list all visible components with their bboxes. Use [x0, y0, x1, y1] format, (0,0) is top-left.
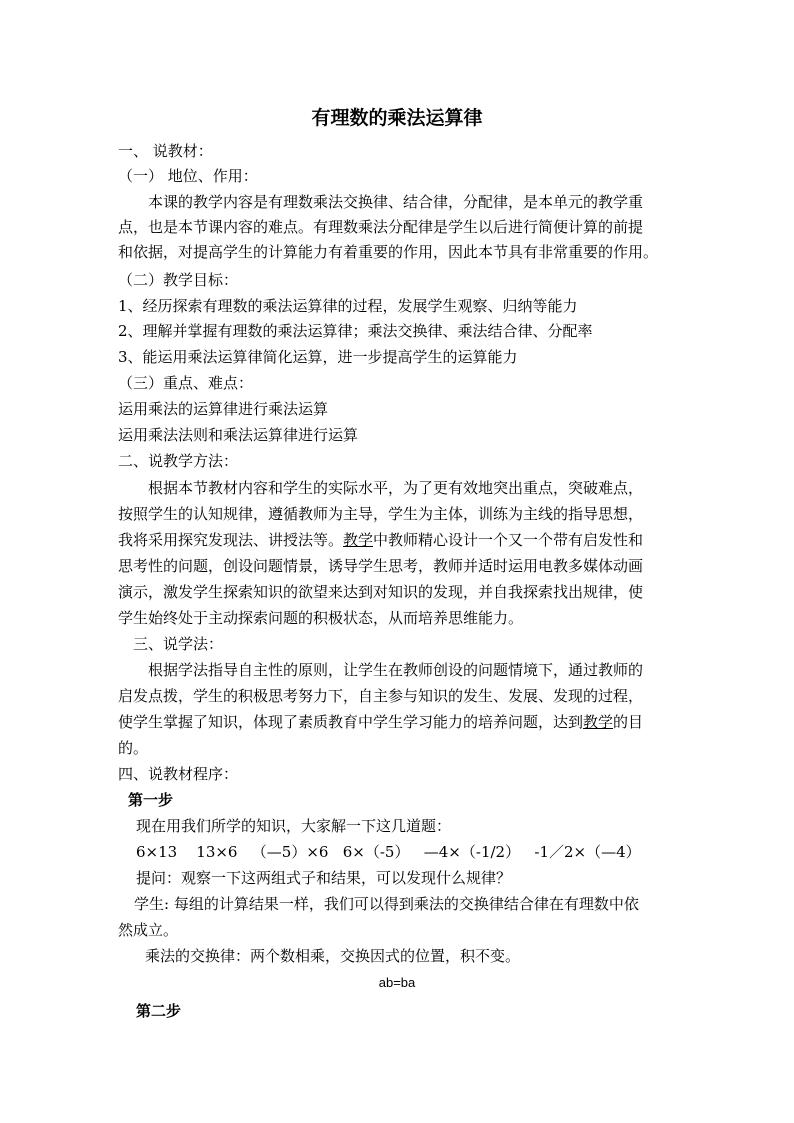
subheading-keypoints: （三）重点、难点：	[118, 374, 254, 392]
goal-item: 1、经历探索有理数的乘法运算律的过程，发展学生观察、归纳等能力	[118, 297, 578, 315]
step-heading: 第一步	[128, 791, 174, 809]
subheading-goals: （二）教学目标：	[118, 271, 239, 289]
expression-list: 6×13 13×6 （—5）×6 6×（-5） —4×（-1/2） -1／2×（—4）	[136, 843, 641, 861]
section-heading-3: 三、说学法：	[133, 635, 224, 653]
paragraph-line: 演示，激发学生探索知识的欲望来达到对知识的发现，并自我探索找出规律，使	[118, 583, 644, 601]
text-segment: 的目	[613, 713, 644, 731]
step-heading: 第二步	[136, 1002, 182, 1020]
section-heading-2: 二、说教学方法：	[118, 452, 239, 470]
answer-line: 学生: 每组的计算结果一样，我们可以得到乘法的交换律结合律在有理数中依	[134, 895, 639, 913]
paragraph-line: 学生始终处于主动探索问题的积极状态，从而培养思维能力。	[118, 609, 524, 627]
page-title: 有理数的乘法运算律	[311, 107, 483, 129]
subheading-position: （一） 地位、作用：	[118, 167, 258, 185]
goal-item: 2、理解并掌握有理数的乘法运算律；乘法交换律、乘法结合律、分配率	[118, 322, 593, 340]
section-heading-1: 一、 说教材：	[118, 142, 213, 160]
paragraph-line	[118, 713, 678, 731]
question-line: 提问：观察一下这两组式子和结果，可以发现什么规律？	[136, 869, 512, 887]
section-heading-4: 四、说教材程序：	[118, 765, 239, 783]
paragraph-line	[118, 531, 678, 549]
teaching-link[interactable]: 教学	[343, 531, 374, 549]
paragraph-line: 思考性的问题，创设问题情景，诱导学生思考，教师并适时运用电教多媒体动画	[118, 557, 644, 575]
law-statement: 乘法的交换律：两个数相乘，交换因式的位置，积不变。	[145, 947, 521, 965]
keypoint-item: 运用乘法法则和乘法运算律进行运算	[118, 426, 359, 444]
answer-line: 然成立。	[118, 921, 179, 939]
paragraph-line: 点，也是本节课内容的难点。有理数乘法分配律是学生以后进行简便计算的前提	[118, 218, 644, 236]
paragraph-line: 的。	[118, 739, 149, 757]
paragraph-line: 启发点拨，学生的积极思考努力下，自主参与知识的发生、发展、发现的过程，	[118, 687, 644, 705]
formula: ab=ba	[378, 975, 416, 990]
text-segment: 中教师精心设计一个又一个带有启发性和	[373, 531, 644, 549]
paragraph-line: 根据学法指导自主性的原则，让学生在教师创设的问题情境下，通过教师的	[148, 661, 644, 679]
teaching-link[interactable]: 教学	[583, 713, 614, 731]
paragraph-line: 本课的教学内容是有理数乘法交换律、结合律，分配律，是本单元的教学重	[148, 193, 644, 211]
paragraph-line: 根据本节教材内容和学生的实际水平，为了更有效地突出重点，突破难点，	[148, 479, 644, 497]
paragraph-line: 按照学生的认知规律，遵循教师为主导，学生为主体，训练为主线的指导思想，	[118, 505, 644, 523]
paragraph-line: 和依据，对提高学生的计算能力有着重要的作用，因此本节具有非常重要的作用。	[118, 243, 659, 261]
goal-item: 3、能运用乘法运算律简化运算，进一步提高学生的运算能力	[118, 348, 518, 366]
text-segment: 我将采用探究发现法、讲授法等。	[118, 531, 344, 549]
text-segment: 使学生掌握了知识，体现了素质教育中学生学习能力的培养问题，达到	[118, 713, 584, 731]
keypoint-item: 运用乘法的运算律进行乘法运算	[118, 400, 329, 418]
question-intro: 现在用我们所学的知识，大家解一下这几道题：	[136, 817, 452, 835]
